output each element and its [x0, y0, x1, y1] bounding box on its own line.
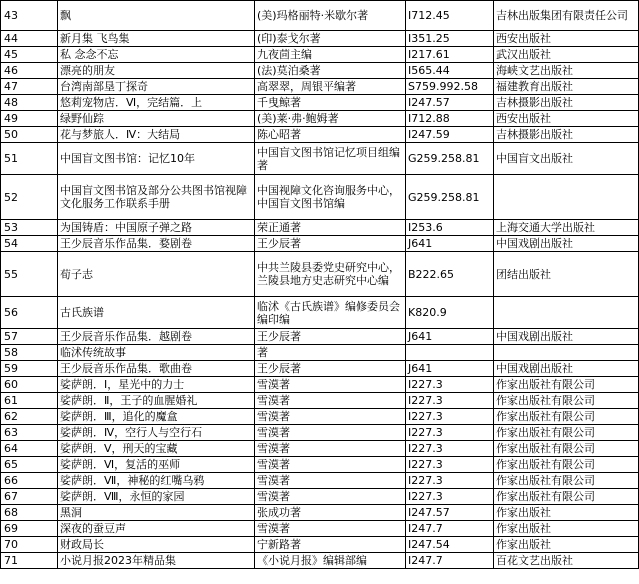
book-author: 王少辰著	[255, 236, 406, 252]
row-number: 57	[1, 329, 58, 345]
publisher: 作家出版社	[494, 521, 639, 537]
call-number	[406, 345, 494, 361]
call-number: I247.7	[406, 553, 494, 569]
row-number: 60	[1, 377, 58, 393]
book-author: (美)莱·弗·鲍姆著	[255, 111, 406, 127]
book-author: 中国盲文图书馆记忆项目组编著	[255, 143, 406, 175]
book-title: 娑萨朗．Ⅴ，刑天的宝藏	[58, 441, 255, 457]
call-number: J641	[406, 236, 494, 252]
table-row	[1, 393, 639, 409]
call-number: I247.54	[406, 537, 494, 553]
book-author: 张成功著	[255, 505, 406, 521]
row-number: 46	[1, 63, 58, 79]
table-row	[1, 553, 639, 569]
book-title: 临沭传统故事	[58, 345, 255, 361]
row-number: 66	[1, 473, 58, 489]
publisher: 中国戏剧出版社	[494, 361, 639, 377]
book-author: (美)玛格丽特·米歇尔著	[255, 1, 406, 31]
book-title: 中国盲文图书馆：记忆10年	[58, 143, 255, 175]
call-number: B222.65	[406, 252, 494, 297]
book-author: 雪漠著	[255, 393, 406, 409]
book-title: 黑洞	[58, 505, 255, 521]
book-title: 娑萨朗．Ⅳ，空行人与空行石	[58, 425, 255, 441]
publisher: 作家出版社有限公司	[494, 377, 639, 393]
book-title: 娑萨朗．Ⅱ，王子的血腥婚礼	[58, 393, 255, 409]
book-author: 中共兰陵县委党史研究中心，兰陵县地方史志研究中心编	[255, 252, 406, 297]
book-title: 私 念念不忘	[58, 47, 255, 63]
table-row	[1, 220, 639, 236]
table-row	[1, 175, 639, 220]
book-title: 王少辰音乐作品集．歌曲卷	[58, 361, 255, 377]
publisher: 中国戏剧出版社	[494, 329, 639, 345]
publisher: 作家出版社有限公司	[494, 473, 639, 489]
publisher: 福建教育出版社	[494, 79, 639, 95]
call-number: I247.59	[406, 127, 494, 143]
call-number: I247.57	[406, 95, 494, 111]
book-author: 雪漠著	[255, 441, 406, 457]
book-author: 中国视障文化咨询服务中心，中国盲文图书馆编	[255, 175, 406, 220]
call-number: I712.88	[406, 111, 494, 127]
publisher: 吉林摄影出版社	[494, 95, 639, 111]
row-number: 64	[1, 441, 58, 457]
book-author: (法)莫泊桑著	[255, 63, 406, 79]
book-title: 花与梦旅人．Ⅳ：大结局	[58, 127, 255, 143]
publisher: 武汉出版社	[494, 47, 639, 63]
book-author: 荣正通著	[255, 220, 406, 236]
book-title: 漂亮的朋友	[58, 63, 255, 79]
row-number: 71	[1, 553, 58, 569]
table-row	[1, 297, 639, 329]
book-title: 古氏族谱	[58, 297, 255, 329]
publisher: 上海交通大学出版社	[494, 220, 639, 236]
book-title: 荀子志	[58, 252, 255, 297]
table-row	[1, 345, 639, 361]
book-title: 深夜的蚕豆声	[58, 521, 255, 537]
call-number: I227.3	[406, 425, 494, 441]
book-author: 九夜茴主编	[255, 47, 406, 63]
row-number: 45	[1, 47, 58, 63]
row-number: 43	[1, 1, 58, 31]
book-author: 临沭《古氏族谱》编修委员会编印编	[255, 297, 406, 329]
table-row	[1, 377, 639, 393]
call-number: I227.3	[406, 393, 494, 409]
book-author: 雪漠著	[255, 377, 406, 393]
call-number: I247.7	[406, 521, 494, 537]
book-title: 娑萨朗．Ⅵ，复活的巫师	[58, 457, 255, 473]
table-row	[1, 63, 639, 79]
row-number: 65	[1, 457, 58, 473]
row-number: 50	[1, 127, 58, 143]
call-number: K820.9	[406, 297, 494, 329]
book-title: 娑萨朗．Ⅲ，追化的魔盒	[58, 409, 255, 425]
book-author: 雪漠著	[255, 521, 406, 537]
row-number: 69	[1, 521, 58, 537]
call-number: I351.25	[406, 31, 494, 47]
row-number: 44	[1, 31, 58, 47]
row-number: 70	[1, 537, 58, 553]
book-title: 飘	[58, 1, 255, 31]
table-row	[1, 252, 639, 297]
table-row	[1, 31, 639, 47]
book-author: 雪漠著	[255, 473, 406, 489]
book-author: 高翠翠，周银平编著	[255, 79, 406, 95]
call-number: I227.3	[406, 409, 494, 425]
publisher: 吉林出版集团有限责任公司	[494, 1, 639, 31]
book-title: 绿野仙踪	[58, 111, 255, 127]
call-number: G259.258.81	[406, 143, 494, 175]
publisher: 西安出版社	[494, 111, 639, 127]
row-number: 62	[1, 409, 58, 425]
publisher: 吉林摄影出版社	[494, 127, 639, 143]
book-author: 著	[255, 345, 406, 361]
book-author: 宁新路著	[255, 537, 406, 553]
book-title: 台湾南部垦丁探奇	[58, 79, 255, 95]
call-number: I227.3	[406, 441, 494, 457]
book-title: 娑萨朗．Ⅷ，永恒的家园	[58, 489, 255, 505]
call-number: I565.44	[406, 63, 494, 79]
book-title: 娑萨朗．Ⅰ，星光中的力士	[58, 377, 255, 393]
call-number: I712.45	[406, 1, 494, 31]
publisher: 作家出版社有限公司	[494, 393, 639, 409]
publisher: 作家出版社有限公司	[494, 409, 639, 425]
call-number: I247.57	[406, 505, 494, 521]
call-number: I227.3	[406, 473, 494, 489]
row-number: 59	[1, 361, 58, 377]
call-number: J641	[406, 361, 494, 377]
publisher: 百花文艺出版社	[494, 553, 639, 569]
table-row	[1, 127, 639, 143]
publisher: 西安出版社	[494, 31, 639, 47]
book-author: 《小说月报》编辑部编	[255, 553, 406, 569]
row-number: 63	[1, 425, 58, 441]
publisher: 海峡文艺出版社	[494, 63, 639, 79]
table-row	[1, 111, 639, 127]
book-author: 王少辰著	[255, 361, 406, 377]
table-row	[1, 441, 639, 457]
row-number: 53	[1, 220, 58, 236]
book-author: 千曳鲸著	[255, 95, 406, 111]
book-title: 为国铸盾：中国原子弹之路	[58, 220, 255, 236]
book-author: 雪漠著	[255, 425, 406, 441]
table-row	[1, 505, 639, 521]
call-number: S759.992.58	[406, 79, 494, 95]
call-number: I227.3	[406, 489, 494, 505]
row-number: 47	[1, 79, 58, 95]
book-author: (印)泰戈尔著	[255, 31, 406, 47]
publisher: 作家出版社有限公司	[494, 457, 639, 473]
row-number: 58	[1, 345, 58, 361]
publisher	[494, 175, 639, 220]
publisher: 作家出版社有限公司	[494, 489, 639, 505]
table-row	[1, 47, 639, 63]
publisher: 中国戏剧出版社	[494, 236, 639, 252]
call-number: G259.258.81	[406, 175, 494, 220]
table-row	[1, 79, 639, 95]
book-author: 王少辰著	[255, 329, 406, 345]
row-number: 68	[1, 505, 58, 521]
row-number: 56	[1, 297, 58, 329]
book-author: 陈心昭著	[255, 127, 406, 143]
table-row	[1, 329, 639, 345]
row-number: 51	[1, 143, 58, 175]
book-title: 中国盲文图书馆及部分公共图书馆视障文化服务工作联系手册	[58, 175, 255, 220]
publisher: 团结出版社	[494, 252, 639, 297]
row-number: 49	[1, 111, 58, 127]
table-row	[1, 473, 639, 489]
table-row	[1, 361, 639, 377]
row-number: 54	[1, 236, 58, 252]
row-number: 55	[1, 252, 58, 297]
book-title: 娑萨朗．Ⅶ，神秘的红嘴乌鸦	[58, 473, 255, 489]
publisher	[494, 297, 639, 329]
publisher: 作家出版社	[494, 537, 639, 553]
table-row	[1, 409, 639, 425]
publisher: 作家出版社有限公司	[494, 441, 639, 457]
book-title: 王少辰音乐作品集．婺剧卷	[58, 236, 255, 252]
book-author: 雪漠著	[255, 409, 406, 425]
call-number: I227.3	[406, 457, 494, 473]
table-row	[1, 457, 639, 473]
row-number: 61	[1, 393, 58, 409]
call-number: J641	[406, 329, 494, 345]
publisher: 中国盲文出版社	[494, 143, 639, 175]
table-row	[1, 537, 639, 553]
book-author: 雪漠著	[255, 489, 406, 505]
call-number: I253.6	[406, 220, 494, 236]
book-title: 王少辰音乐作品集．越剧卷	[58, 329, 255, 345]
table-row	[1, 1, 639, 31]
table-row	[1, 236, 639, 252]
table-row	[1, 521, 639, 537]
call-number: I217.61	[406, 47, 494, 63]
book-title: 财政局长	[58, 537, 255, 553]
publisher	[494, 345, 639, 361]
book-author: 雪漠著	[255, 457, 406, 473]
publisher: 作家出版社	[494, 505, 639, 521]
book-title: 小说月报2023年精品集	[58, 553, 255, 569]
book-title: 新月集 飞鸟集	[58, 31, 255, 47]
table-row	[1, 95, 639, 111]
table-row	[1, 143, 639, 175]
row-number: 48	[1, 95, 58, 111]
publisher: 作家出版社有限公司	[494, 425, 639, 441]
row-number: 67	[1, 489, 58, 505]
row-number: 52	[1, 175, 58, 220]
call-number: I227.3	[406, 377, 494, 393]
table-row	[1, 425, 639, 441]
table-row	[1, 489, 639, 505]
book-title: 悠莉宠物店．Ⅵ，完结篇．上	[58, 95, 255, 111]
